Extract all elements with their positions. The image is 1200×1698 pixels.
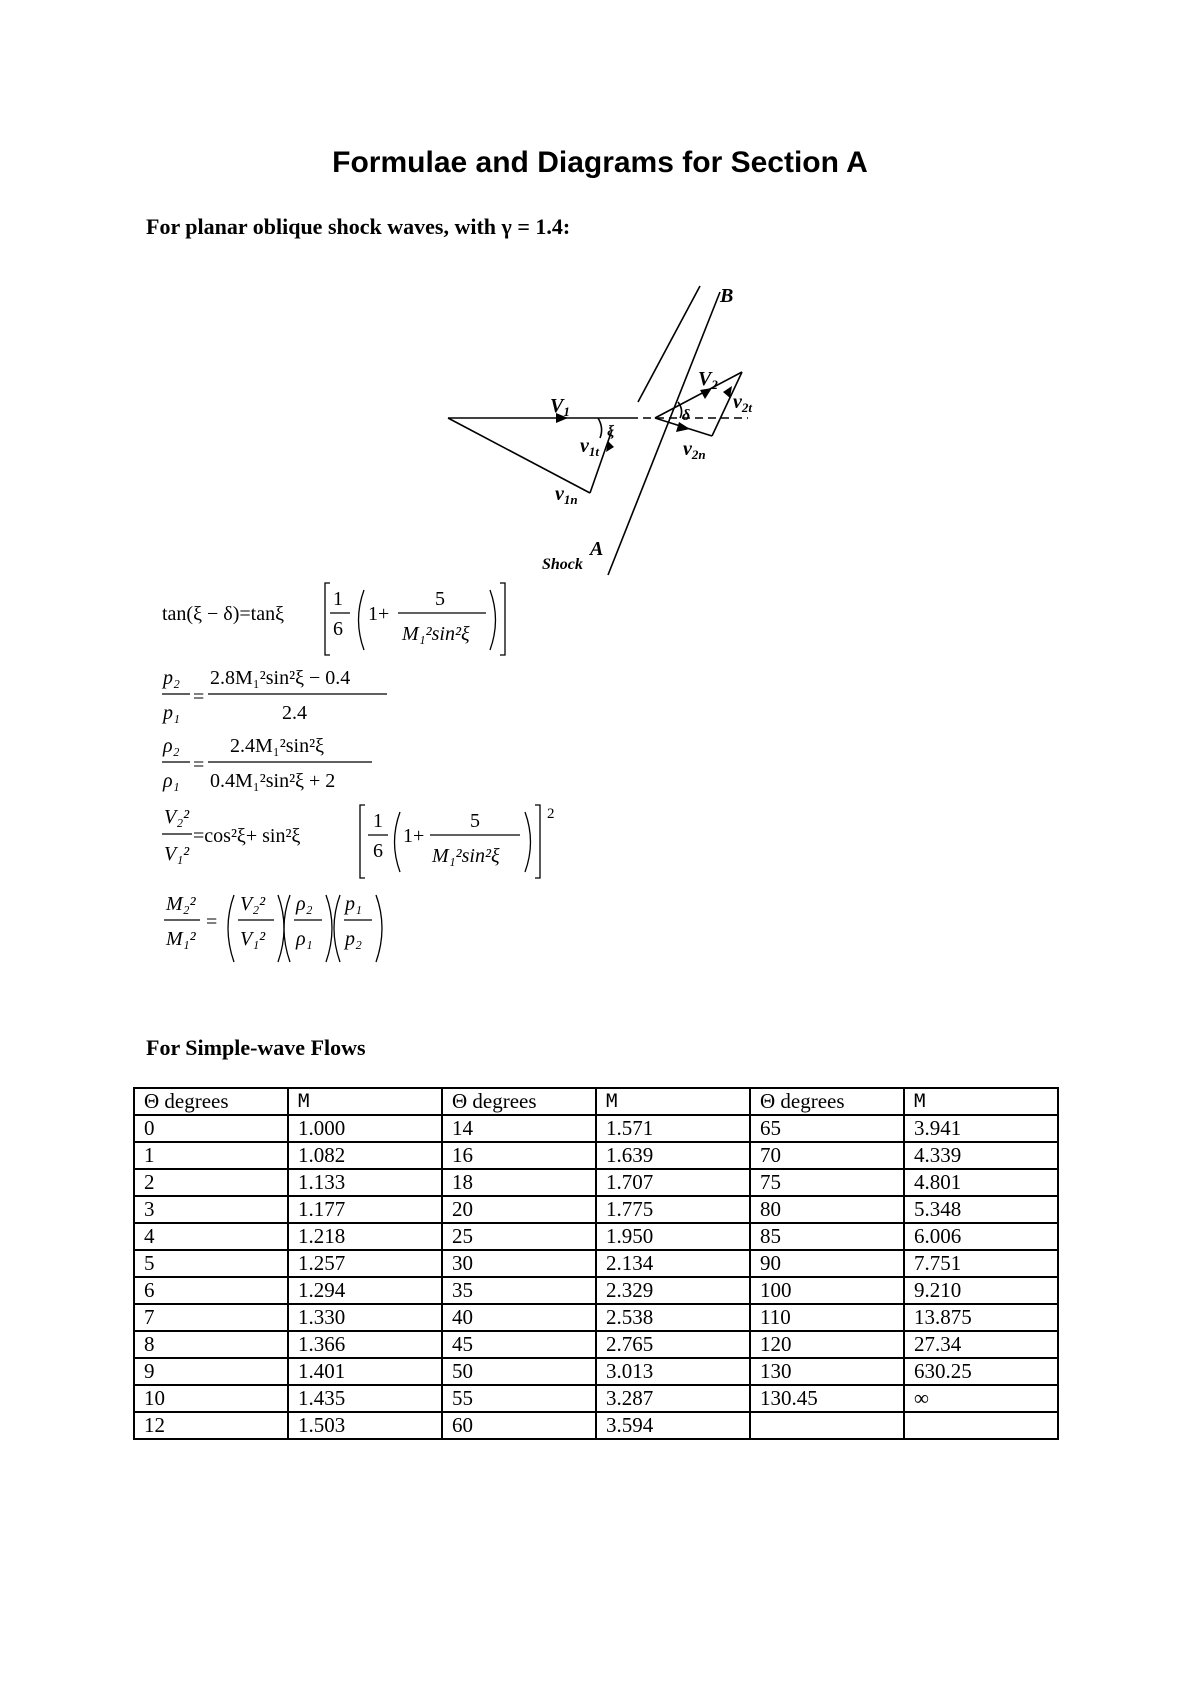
label-v2: $V_2$ bbox=[698, 368, 718, 392]
table-cell: 2.134 bbox=[596, 1250, 750, 1277]
eq4-outer-bracket-right bbox=[535, 805, 540, 878]
table-cell bbox=[904, 1412, 1058, 1439]
table-row bbox=[134, 1277, 1058, 1304]
table-cell: 3.941 bbox=[904, 1115, 1058, 1142]
simple-wave-heading: For Simple-wave Flows bbox=[146, 1035, 366, 1060]
table-cell: 1.366 bbox=[288, 1331, 442, 1358]
eq4-lhs-num: V₂² bbox=[164, 806, 190, 828]
eq1-outer-bracket-left bbox=[325, 583, 330, 655]
eq5-lhs-den: M₁² bbox=[166, 928, 196, 950]
table-cell: 3 bbox=[134, 1196, 288, 1223]
label-v1t: $v_{1t}$ bbox=[580, 435, 600, 459]
table-header-cell: M bbox=[596, 1088, 750, 1115]
table-cell: 7 bbox=[134, 1304, 288, 1331]
eq2-eq: = bbox=[193, 686, 205, 708]
eq1-six: 6 bbox=[333, 618, 343, 640]
table-header-cell: Θ degrees bbox=[750, 1088, 904, 1115]
label-v2n: $v_{2n}$ bbox=[683, 438, 706, 462]
table-cell: 110 bbox=[750, 1304, 904, 1331]
table-cell: 3.287 bbox=[596, 1385, 750, 1412]
label-v2t: $v_{2t}$ bbox=[733, 391, 753, 415]
table-cell: 1.435 bbox=[288, 1385, 442, 1412]
xi-arc bbox=[598, 418, 602, 438]
table-cell: 14 bbox=[442, 1115, 596, 1142]
eq1-paren-right bbox=[490, 590, 496, 650]
table-cell: 1.639 bbox=[596, 1142, 750, 1169]
table-row bbox=[134, 1358, 1058, 1385]
table-cell: 2.329 bbox=[596, 1277, 750, 1304]
eq4-power: 2 bbox=[547, 806, 555, 822]
table-row bbox=[134, 1169, 1058, 1196]
table-row bbox=[134, 1385, 1058, 1412]
table-cell: 12 bbox=[134, 1412, 288, 1439]
table-cell: 630.25 bbox=[904, 1358, 1058, 1385]
eq5-f3-num: p₁ bbox=[345, 893, 362, 915]
label-v1n: $v_{1n}$ bbox=[555, 483, 578, 507]
table-cell: 40 bbox=[442, 1304, 596, 1331]
table-cell: 130.45 bbox=[750, 1385, 904, 1412]
table-cell: 120 bbox=[750, 1331, 904, 1358]
table-cell: 1 bbox=[134, 1142, 288, 1169]
table-cell: 4 bbox=[134, 1223, 288, 1250]
table-cell: 1.401 bbox=[288, 1358, 442, 1385]
eq1-outer-bracket-right bbox=[500, 583, 505, 655]
eq3-den: 0.4M₁²sin²ξ + 2 bbox=[210, 770, 336, 792]
table-cell: 20 bbox=[442, 1196, 596, 1223]
label-v1: $V_1$ bbox=[550, 395, 570, 419]
eq4-one-plus: 1+ bbox=[403, 825, 425, 847]
eq2-den: 2.4 bbox=[282, 702, 307, 724]
simple-wave-table bbox=[133, 1087, 1059, 1440]
eq1-one: 1 bbox=[333, 588, 343, 610]
eq4-six: 6 bbox=[373, 840, 383, 862]
eq5-paren-l1 bbox=[228, 895, 234, 962]
table-header-cell: M bbox=[288, 1088, 442, 1115]
eq5-f2-den: ρ₁ bbox=[296, 928, 313, 950]
table-cell: 1.082 bbox=[288, 1142, 442, 1169]
table-cell: 50 bbox=[442, 1358, 596, 1385]
label-xi: ξ bbox=[607, 423, 615, 440]
eq2-num: 2.8M₁²sin²ξ − 0.4 bbox=[210, 667, 351, 689]
table-cell: 1.571 bbox=[596, 1115, 750, 1142]
table-cell: 18 bbox=[442, 1169, 596, 1196]
table-cell: 5.348 bbox=[904, 1196, 1058, 1223]
eq1-five: 5 bbox=[435, 588, 445, 610]
table-cell: 1.503 bbox=[288, 1412, 442, 1439]
table-cell: 1.177 bbox=[288, 1196, 442, 1223]
v1n-vector bbox=[448, 418, 590, 493]
table-cell: 27.34 bbox=[904, 1331, 1058, 1358]
eq4-paren-right bbox=[525, 812, 531, 872]
table-row bbox=[134, 1331, 1058, 1358]
table-cell: 6.006 bbox=[904, 1223, 1058, 1250]
label-shock: Shock bbox=[542, 556, 583, 573]
table-cell: ∞ bbox=[904, 1385, 1058, 1412]
eq5-eq: = bbox=[206, 911, 218, 933]
table-cell: 1.218 bbox=[288, 1223, 442, 1250]
table-cell: 2.538 bbox=[596, 1304, 750, 1331]
table-cell: 25 bbox=[442, 1223, 596, 1250]
table-cell: 8 bbox=[134, 1331, 288, 1358]
table-cell: 5 bbox=[134, 1250, 288, 1277]
table-row bbox=[134, 1304, 1058, 1331]
oblique-shock-equations bbox=[160, 575, 600, 970]
eq5-paren-r1 bbox=[278, 895, 284, 962]
table-cell: 2 bbox=[134, 1169, 288, 1196]
table-cell: 55 bbox=[442, 1385, 596, 1412]
table-cell: 7.751 bbox=[904, 1250, 1058, 1277]
eq5-f1-num: V₂² bbox=[240, 893, 266, 915]
eq2-lhs-num: p₂ bbox=[163, 667, 180, 689]
eq4-one: 1 bbox=[373, 810, 383, 832]
table-row bbox=[134, 1250, 1058, 1277]
table-cell bbox=[750, 1412, 904, 1439]
eq5-f2-num: ρ₂ bbox=[296, 893, 313, 915]
table-header-cell: M bbox=[904, 1088, 1058, 1115]
eq5-paren-r2 bbox=[326, 895, 332, 962]
table-cell: 3.594 bbox=[596, 1412, 750, 1439]
table-cell: 80 bbox=[750, 1196, 904, 1223]
table-cell: 1.950 bbox=[596, 1223, 750, 1250]
table-row bbox=[134, 1412, 1058, 1439]
eq1-paren-left bbox=[359, 590, 365, 650]
eq2-lhs-den: p₁ bbox=[163, 702, 180, 724]
eq4-paren-left bbox=[395, 812, 401, 872]
table-header-cell: Θ degrees bbox=[134, 1088, 288, 1115]
eq3-lhs-den: ρ₁ bbox=[163, 770, 180, 792]
eq4-lhs-den: V₁² bbox=[164, 843, 190, 865]
eq3-num: 2.4M₁²sin²ξ bbox=[230, 735, 325, 757]
table-cell: 1.000 bbox=[288, 1115, 442, 1142]
table-cell: 90 bbox=[750, 1250, 904, 1277]
oblique-shock-heading: For planar oblique shock waves, with γ = 1.4: bbox=[146, 214, 571, 239]
table-cell: 13.875 bbox=[904, 1304, 1058, 1331]
table-cell: 9 bbox=[134, 1358, 288, 1385]
eq1-den: M₁²sin²ξ bbox=[402, 623, 470, 645]
eq5-lhs-num: M₂² bbox=[166, 893, 196, 915]
table-cell: 2.765 bbox=[596, 1331, 750, 1358]
table-cell: 16 bbox=[442, 1142, 596, 1169]
table-cell: 1.707 bbox=[596, 1169, 750, 1196]
eq5-f1-den: V₁² bbox=[240, 928, 266, 950]
shock-line-upper bbox=[638, 286, 700, 402]
simple-wave-table-body bbox=[134, 1088, 1058, 1439]
table-cell: 60 bbox=[442, 1412, 596, 1439]
table-header-cell: Θ degrees bbox=[442, 1088, 596, 1115]
table-cell: 65 bbox=[750, 1115, 904, 1142]
oblique-shock-diagram bbox=[430, 270, 760, 580]
table-row bbox=[134, 1142, 1058, 1169]
eq1-one-plus: 1+ bbox=[368, 603, 390, 625]
table-header-row bbox=[134, 1088, 1058, 1115]
table-cell: 75 bbox=[750, 1169, 904, 1196]
table-cell: 1.330 bbox=[288, 1304, 442, 1331]
table-row bbox=[134, 1196, 1058, 1223]
table-cell: 70 bbox=[750, 1142, 904, 1169]
eq4-five: 5 bbox=[470, 810, 480, 832]
table-cell: 1.257 bbox=[288, 1250, 442, 1277]
label-b: B bbox=[720, 285, 734, 307]
table-cell: 30 bbox=[442, 1250, 596, 1277]
eq5-paren-r3 bbox=[376, 895, 382, 962]
table-cell: 100 bbox=[750, 1277, 904, 1304]
table-cell: 9.210 bbox=[904, 1277, 1058, 1304]
eq4-outer-bracket-left bbox=[360, 805, 365, 878]
table-cell: 35 bbox=[442, 1277, 596, 1304]
table-cell: 85 bbox=[750, 1223, 904, 1250]
table-cell: 130 bbox=[750, 1358, 904, 1385]
table-cell: 10 bbox=[134, 1385, 288, 1412]
eq5-paren-l3 bbox=[334, 895, 340, 962]
eq5-f3-den: p₂ bbox=[345, 928, 362, 950]
table-cell: 1.133 bbox=[288, 1169, 442, 1196]
table-cell: 4.339 bbox=[904, 1142, 1058, 1169]
eq4-den: M₁²sin²ξ bbox=[432, 845, 500, 867]
table-cell: 6 bbox=[134, 1277, 288, 1304]
eq4-rhs: =cos²ξ+ sin²ξ bbox=[193, 825, 301, 847]
page-title: Formulae and Diagrams for Section A bbox=[332, 146, 868, 179]
table-cell: 3.013 bbox=[596, 1358, 750, 1385]
eq3-lhs-num: ρ₂ bbox=[163, 735, 180, 757]
table-cell: 1.775 bbox=[596, 1196, 750, 1223]
eq5-paren-l2 bbox=[284, 895, 290, 962]
label-delta: δ bbox=[682, 407, 691, 424]
table-cell: 45 bbox=[442, 1331, 596, 1358]
table-cell: 1.294 bbox=[288, 1277, 442, 1304]
table-row bbox=[134, 1115, 1058, 1142]
table-cell: 4.801 bbox=[904, 1169, 1058, 1196]
table-cell: 0 bbox=[134, 1115, 288, 1142]
eq3-eq: = bbox=[193, 754, 205, 776]
label-a: A bbox=[590, 538, 604, 560]
table-row bbox=[134, 1223, 1058, 1250]
eq1-lhs: tan(ξ − δ)=tanξ bbox=[162, 603, 285, 625]
